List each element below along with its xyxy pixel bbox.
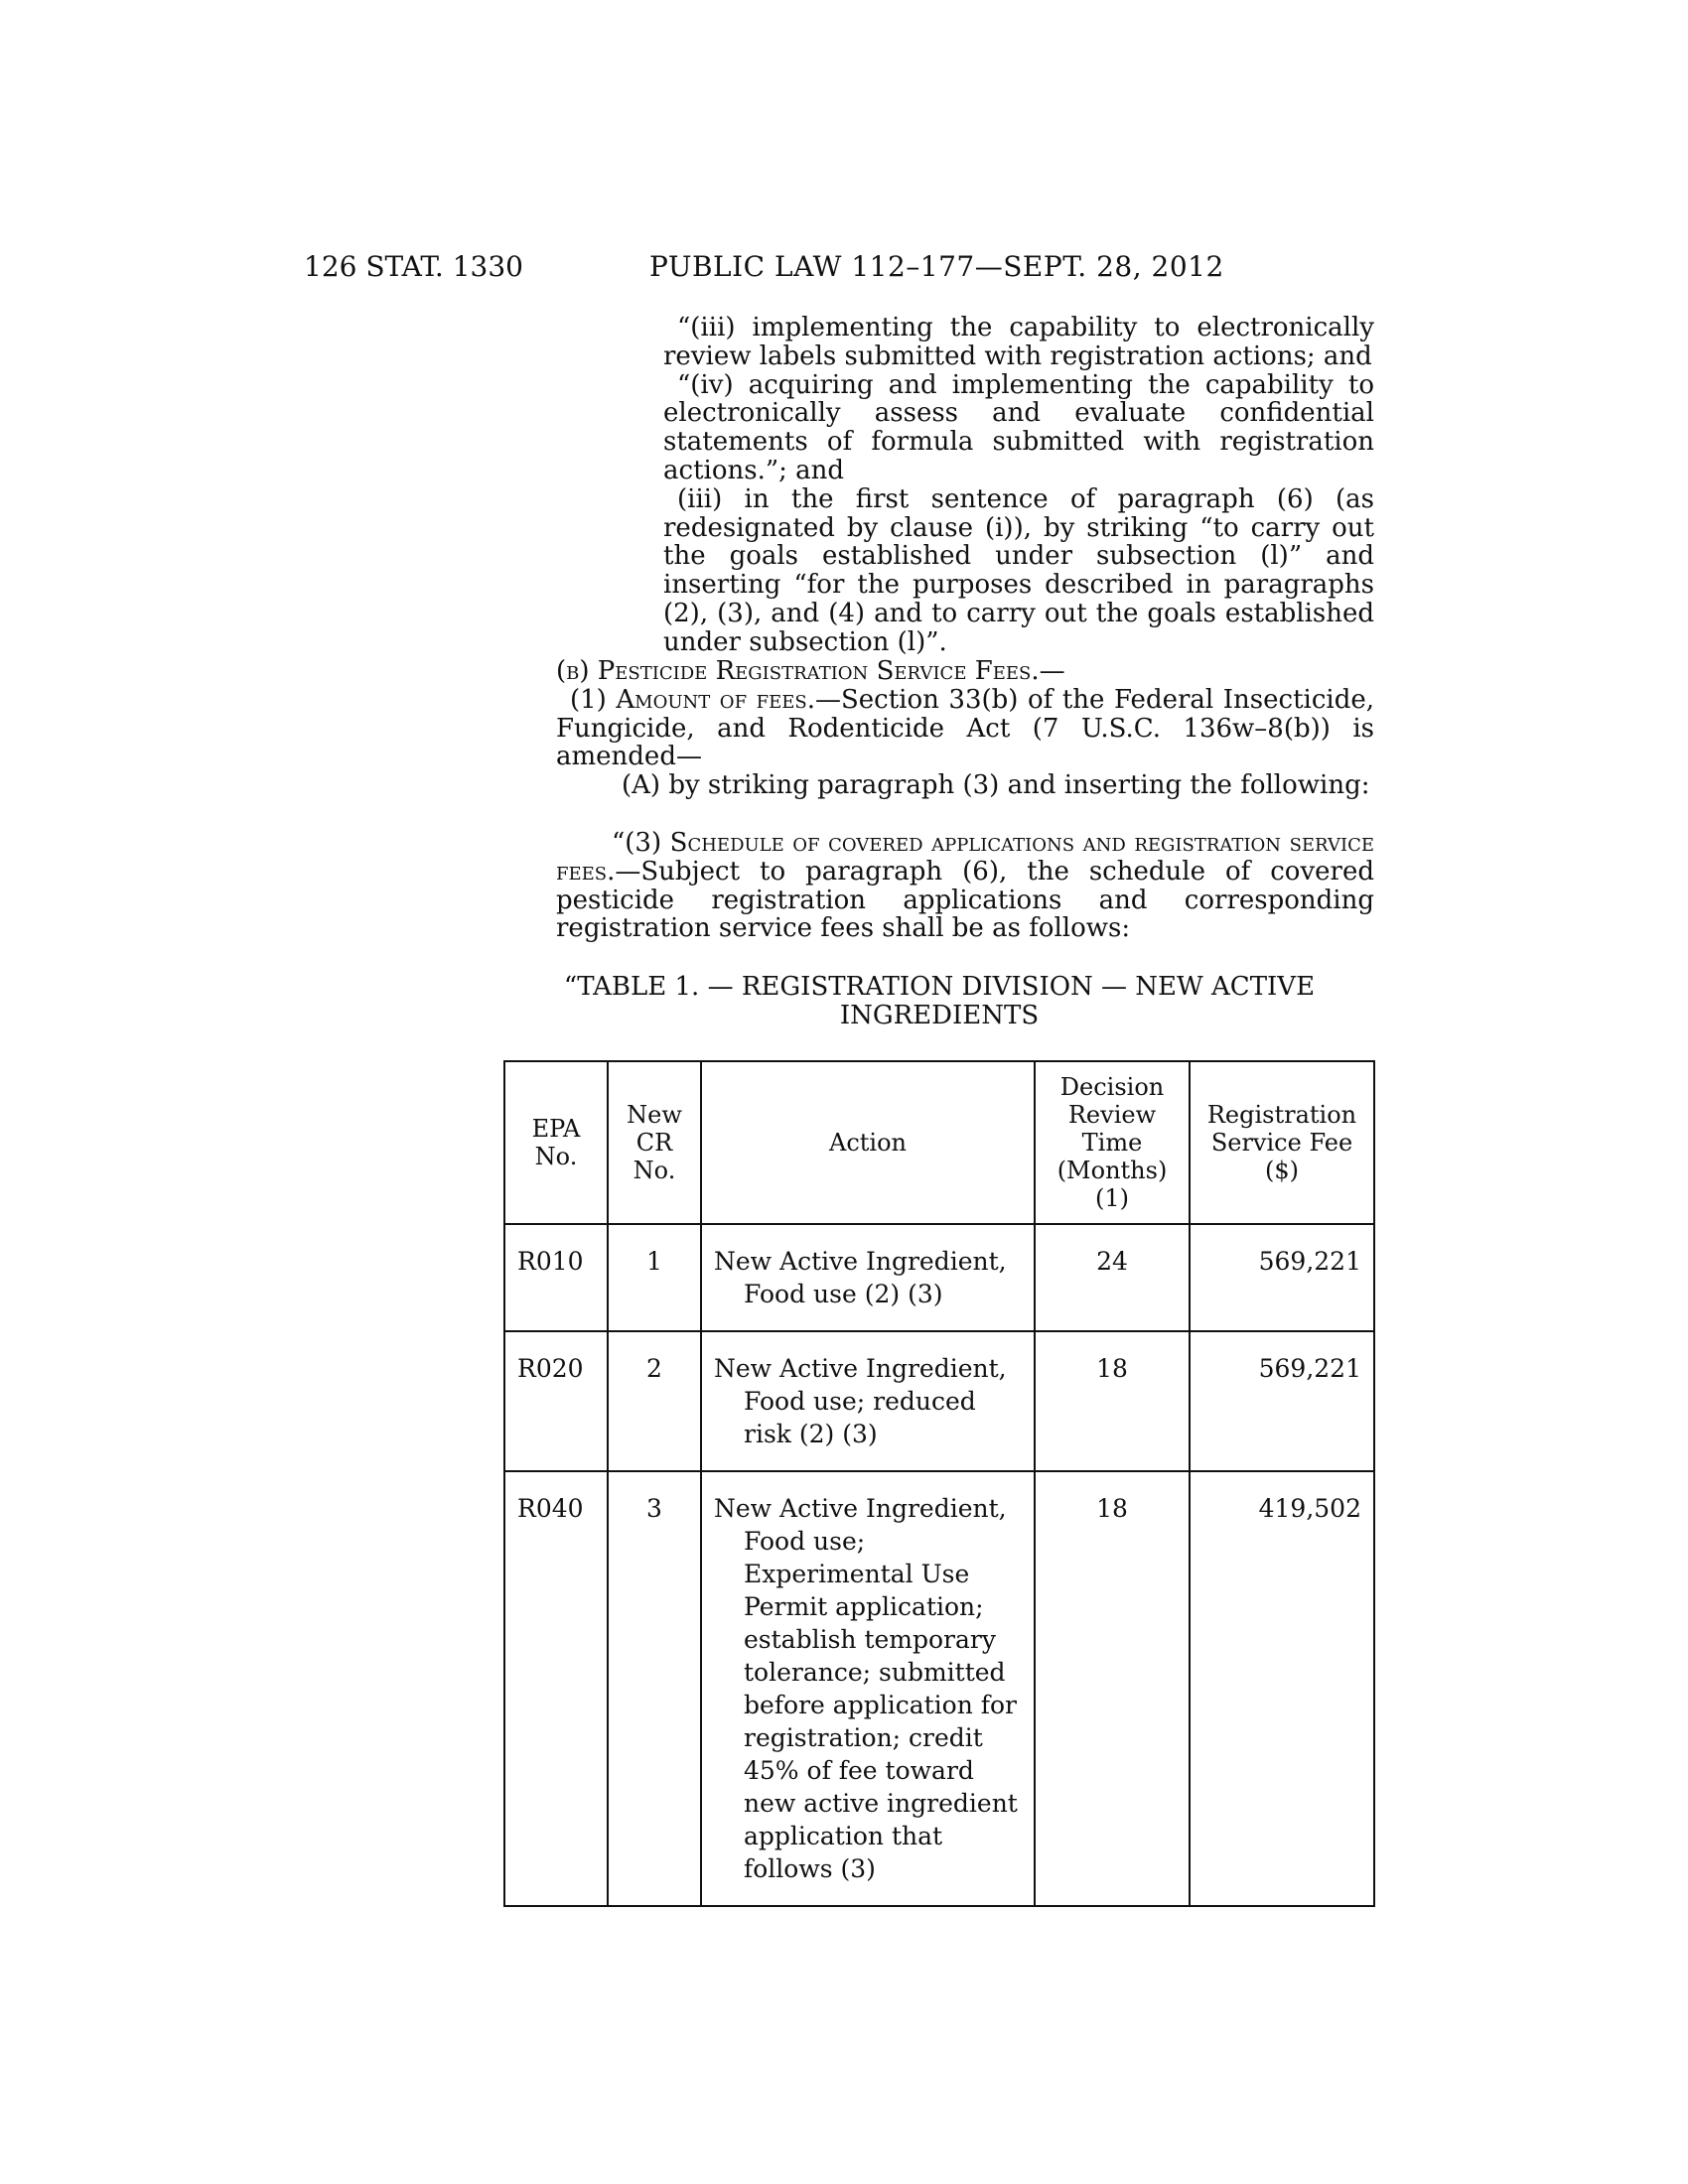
header-epa-no: EPA No. [504, 1061, 608, 1224]
new-cr-no-cell: 1 [608, 1224, 701, 1331]
paragraph-1-body: Section 33(b) of the Federal Insecticide, Fungicide, and Rodenticide Act (7 U.S.C. 136w–8(b)) is amended— [556, 684, 1375, 772]
table-row [504, 1331, 1374, 1471]
table-caption-line-2: INGREDIENTS [839, 1001, 1040, 1030]
subsection-b-heading: (b) Pesticide Registration Service Fees.— [556, 656, 1065, 686]
subsection-b-block [556, 657, 1374, 771]
subparagraph-a-text: (A) by striking paragraph (3) and inserting the following: [622, 770, 1370, 800]
page-reference: 126 STAT. 1330 [304, 250, 523, 283]
fee-schedule-table [503, 1060, 1375, 1907]
review-time-cell: 24 [1035, 1224, 1190, 1331]
header-new-cr-no: New CR No. [608, 1061, 701, 1224]
action-text: New Active Ingredient, Food use (2) (3) [714, 1247, 1007, 1308]
action-cell [701, 1471, 1035, 1906]
clause-block [663, 314, 1374, 657]
paragraph-3-block [556, 829, 1374, 943]
table-caption [502, 973, 1376, 1030]
table-caption-line-1: “TABLE 1. — REGISTRATION DIVISION — NEW ACTIVE [563, 972, 1316, 1002]
header-decision-review-time: Decision Review Time (Months) (1) [1035, 1061, 1190, 1224]
paragraph-1-heading: (1) Amount of fees.— [570, 684, 841, 715]
subparagraph-a [608, 771, 1374, 800]
fee-cell: 419,502 [1190, 1471, 1374, 1906]
paragraph-3-body: Subject to paragraph (6), the schedule of covered pesticide registration applications and corresponding registration service fees shall be as follows: [556, 856, 1374, 944]
header-registration-service-fee: Registration Service Fee ($) [1190, 1061, 1374, 1224]
clause-iv-text: “(iv) acquiring and implementing the capability to electronically assess and evaluate confidential statements of formula submitted with registration actions.”; and [663, 369, 1374, 485]
paragraph-3-heading: “(3) Schedule of covered applications and registration service fees.— [556, 828, 1374, 887]
table-row [504, 1471, 1374, 1906]
paragraph-3 [556, 829, 1374, 943]
law-title: PUBLIC LAW 112–177—SEPT. 28, 2012 [649, 250, 1224, 283]
page-header [0, 250, 1688, 290]
clause-iii-amendment: (iii) in the first sentence of paragraph (6) (as redesignated by clause (i)), by striking “to carry out the goals established under subsection (l)” and inserting “for the purposes described in paragraphs (2), (3), and (4) and to carry out the goals established under subsection (l)”. [663, 483, 1374, 657]
action-cell [701, 1331, 1035, 1471]
new-cr-no-cell: 3 [608, 1471, 701, 1906]
action-text: New Active Ingredient, Food use; reduced risk (2) (3) [714, 1354, 1007, 1448]
header-action: Action [701, 1061, 1035, 1224]
action-cell [701, 1224, 1035, 1331]
fee-cell: 569,221 [1190, 1331, 1374, 1471]
table-row [504, 1224, 1374, 1331]
review-time-cell: 18 [1035, 1331, 1190, 1471]
epa-no-cell: R020 [504, 1331, 608, 1471]
new-cr-no-cell: 2 [608, 1331, 701, 1471]
action-text: New Active Ingredient, Food use; Experimental Use Permit application; establish temporary tolerance; submitted before application for registration; credit 45% of fee toward new active ingredient application that follows (3) [714, 1494, 1018, 1883]
fee-cell: 569,221 [1190, 1224, 1374, 1331]
paragraph-1 [556, 686, 1374, 771]
table-header-row [504, 1061, 1374, 1224]
review-time-cell: 18 [1035, 1471, 1190, 1906]
clause-iii-text: “(iii) implementing the capability to electronically review labels submitted with registration actions; and [663, 313, 1374, 371]
epa-no-cell: R040 [504, 1471, 608, 1906]
epa-no-cell: R010 [504, 1224, 608, 1331]
